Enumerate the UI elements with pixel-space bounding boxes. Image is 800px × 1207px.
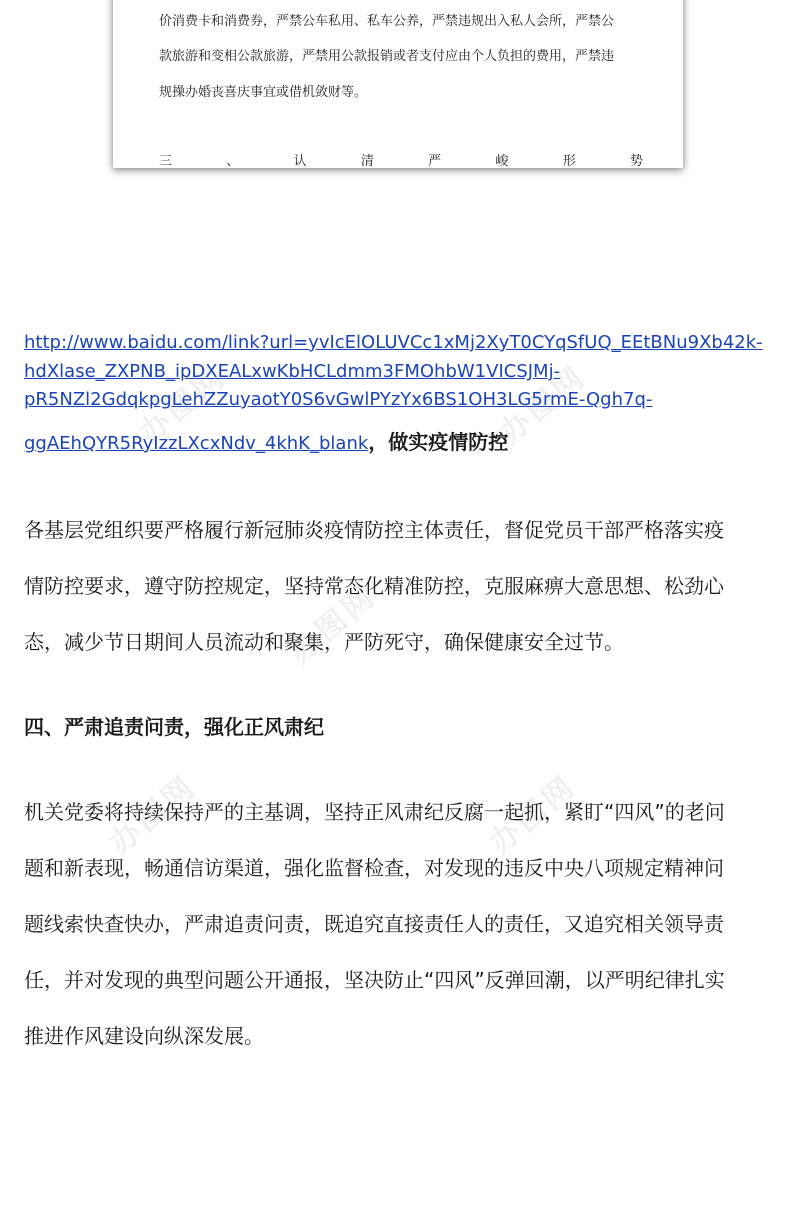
watermark-text: 办图网 bbox=[102, 768, 204, 861]
spread-char: 、 bbox=[226, 154, 240, 168]
paragraph-line: 态，减少节日期间人员流动和聚集，严防死守，确保健康安全过节。 bbox=[24, 630, 624, 654]
paragraph-line: 情防控要求，遵守防控规定，坚持常态化精准防控，克服麻痹大意思想、松劲心 bbox=[24, 574, 724, 598]
paragraph-line: 题线索快查快办，严肃追责问责，既追究直接责任人的责任，又追究相关领导责 bbox=[24, 912, 724, 936]
section-heading: ，做实疫情防控 bbox=[368, 430, 509, 454]
document-preview-card bbox=[113, 0, 683, 168]
url-link-line[interactable]: hdXlase_ZXPNB_ipDXEALxwKbHCLdmm3FMOhbW1VICSJMj- bbox=[24, 361, 561, 382]
paragraph-line: 机关党委将持续保持严的主基调，坚持正风肃纪反腐一起抓，紧盯“四风”的老问 bbox=[24, 800, 725, 824]
spread-char: 认 bbox=[293, 154, 307, 168]
spread-char: 形 bbox=[562, 154, 576, 168]
spread-char: 清 bbox=[360, 154, 374, 168]
paragraph-line: 题和新表现，畅通信访渠道，强化监督检查，对发现的违反中央八项规定精神问 bbox=[24, 856, 724, 880]
url-link-line[interactable]: pR5NZl2GdqkpgLehZZuyaotY0S6vGwlPYzYx6BS1OH3LG5rmE-Qgh7q- bbox=[24, 389, 653, 410]
spread-char: 严 bbox=[428, 154, 442, 168]
paper-line: 款旅游和变相公款旅游，严禁用公款报销或者支付应由个人负担的费用，严禁违 bbox=[159, 49, 615, 64]
spread-char: 三 bbox=[159, 154, 173, 168]
url-link-line[interactable]: http://www.baidu.com/link?url=yvIcElOLUVCc1xMj2XyT0CYqSfUQ_EEtBNu9Xb42k- bbox=[24, 332, 763, 353]
url-link-line[interactable]: ggAEhQYR5RyIzzLXcxNdv_4khK_blank bbox=[24, 433, 369, 454]
paragraph-line: 推进作风建设向纵深发展。 bbox=[24, 1024, 264, 1048]
spread-char: 势 bbox=[629, 154, 643, 168]
paragraph-line: 各基层党组织要严格履行新冠肺炎疫情防控主体责任，督促党员干部严格落实疫 bbox=[24, 518, 724, 542]
watermark-text: 办图网 bbox=[132, 358, 234, 451]
watermark-text: 办图网 bbox=[282, 578, 384, 671]
watermark-text: 办图网 bbox=[492, 358, 594, 451]
section-heading: 四、严肃追责问责，强化正风肃纪 bbox=[24, 715, 324, 739]
url-link-last-row bbox=[24, 426, 508, 460]
paper-line: 价消费卡和消费券，严禁公车私用、私车公养，严禁违规出入私人会所，严禁公 bbox=[159, 14, 615, 29]
paragraph-line: 任，并对发现的典型问题公开通报，坚决防止“四风”反弹回潮，以严明纪律扎实 bbox=[24, 968, 725, 992]
spread-char: 峻 bbox=[495, 154, 509, 168]
paper-line: 规操办婚丧喜庆事宜或借机敛财等。 bbox=[159, 85, 368, 100]
paper-spread-heading bbox=[159, 150, 643, 168]
watermark-text: 办图网 bbox=[482, 768, 584, 861]
